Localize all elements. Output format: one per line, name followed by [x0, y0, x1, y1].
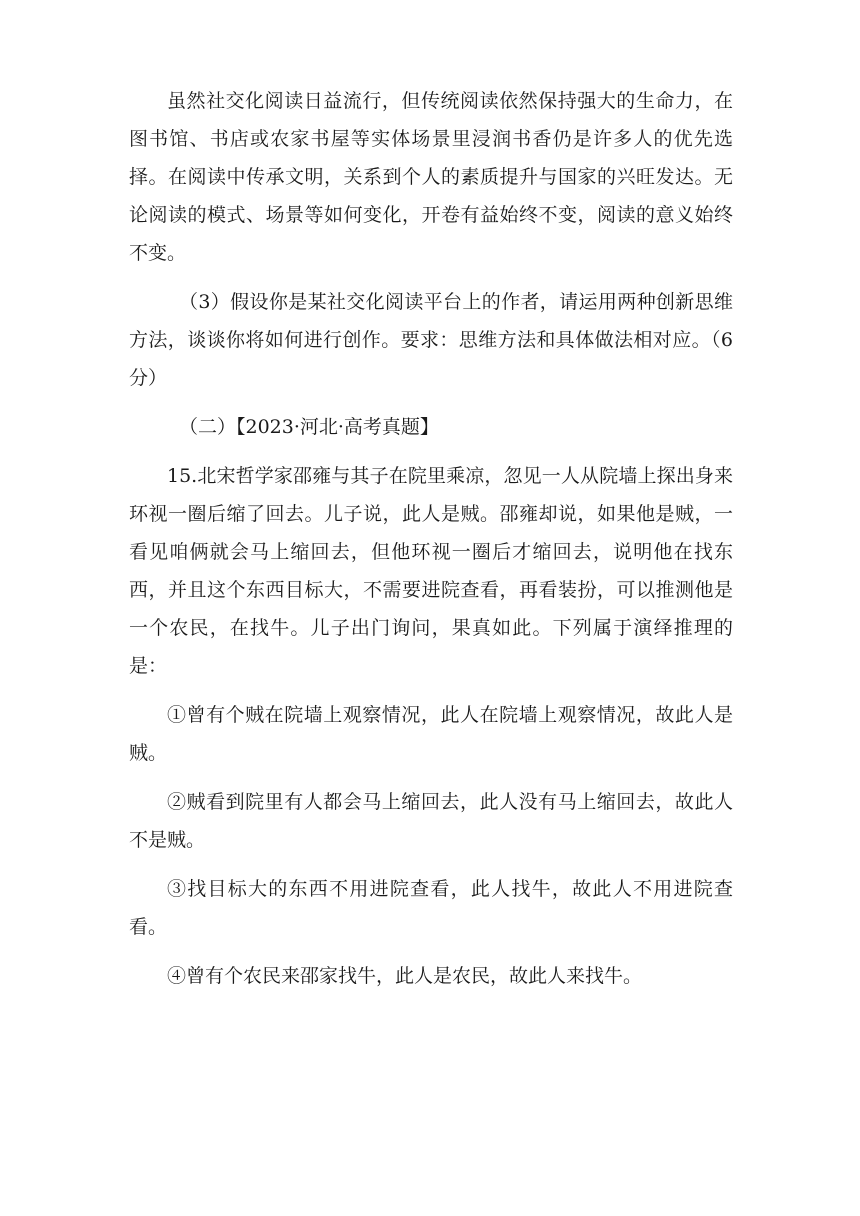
option-4: ④曾有个农民来邵家找牛，此人是农民，故此人来找牛。 — [167, 965, 643, 987]
option-2: ②贼看到院里有人都会马上缩回去，此人没有马上缩回去，故此人不是贼。 — [129, 791, 733, 851]
option-3: ③找目标大的东西不用进院查看，此人找牛，故此人不用进院查看。 — [129, 878, 733, 938]
section-heading: （二）【2023·河北·高考真题】 — [179, 416, 439, 438]
passage-paragraph: 虽然社交化阅读日益流行，但传统阅读依然保持强大的生命力，在图书馆、书店或农家书屋等实体场景里浸润书香仍是许多人的优先选择。在阅读中传承文明，关系到个人的素质提升与国家的兴旺发达。无论阅读的模式、场景等如何变化，开卷有益始终不变，阅读的意义始终不变。 — [129, 90, 733, 264]
option-1: ①曾有个贼在院墙上观察情况，此人在院墙上观察情况，故此人是贼。 — [129, 704, 733, 764]
question-3-prompt: （3）假设你是某社交化阅读平台上的作者，请运用两种创新思维方法，谈谈你将如何进行创作。要求：思维方法和具体做法相对应。（6 分） — [129, 291, 733, 389]
question-15-stem: 15.北宋哲学家邵雍与其子在院里乘凉，忽见一人从院墙上探出身来环视一圈后缩了回去。儿子说，此人是贼。邵雍却说，如果他是贼，一看见咱俩就会马上缩回去，但他环视一圈后才缩回去，说明他在找东西，并且这个东西目标大，不需要进院查看，再看装扮，可以推测他是一个农民，在找牛。儿子出门询问，果真如此。下列属于演绎推理的是： — [129, 465, 733, 677]
document-body — [129, 82, 733, 995]
